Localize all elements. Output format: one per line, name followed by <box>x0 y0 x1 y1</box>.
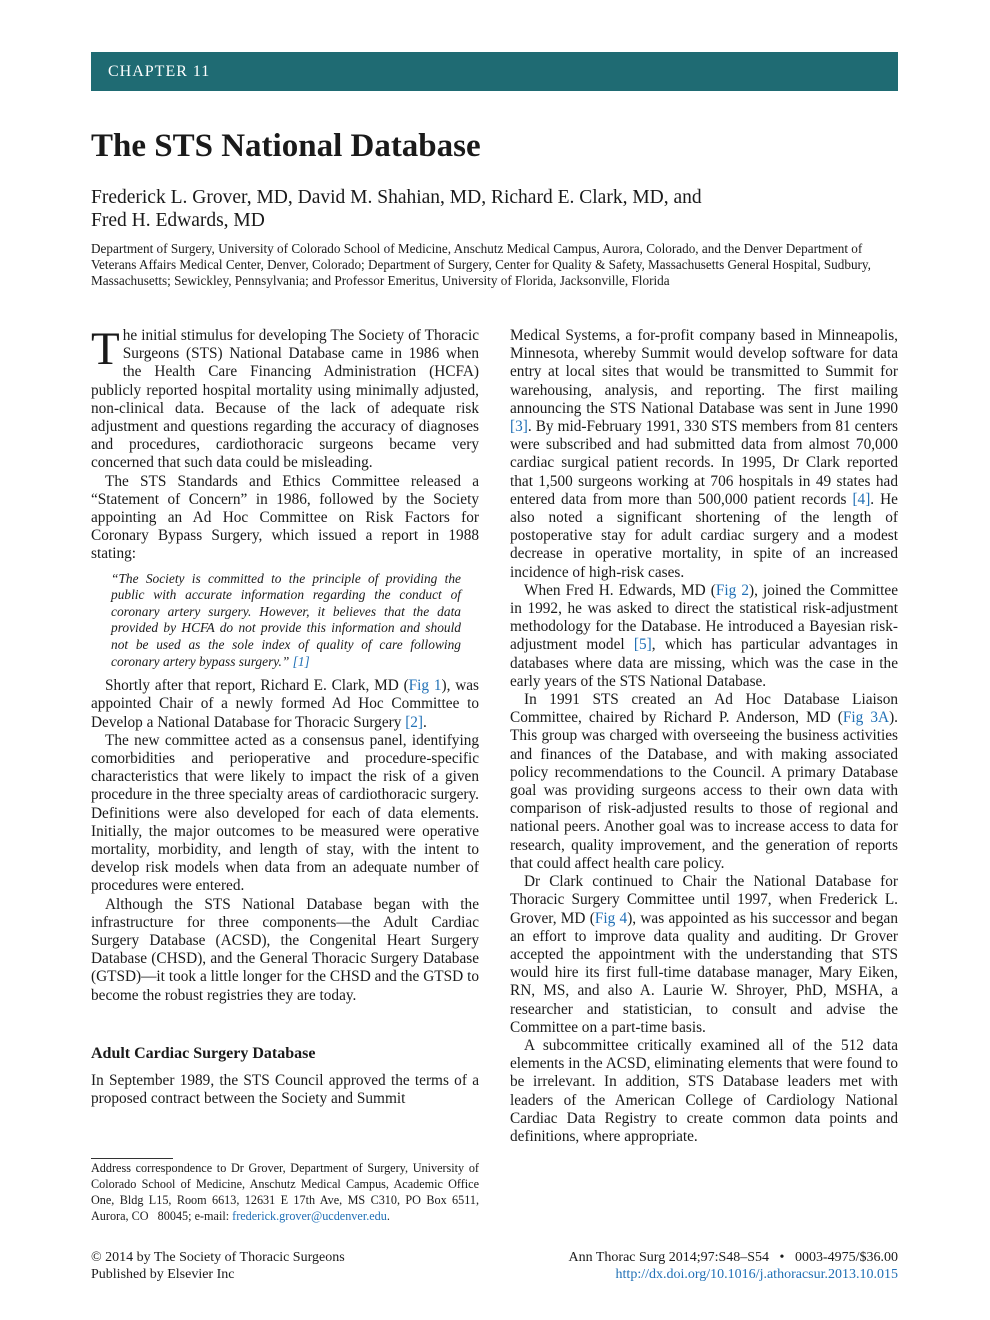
citation-block <box>569 1250 899 1283</box>
paragraph-grover: Dr Clark continued to Chair the National Database for Thoracic Surgery Committee until 1997, when Frederick L. Grover, MD (Fig 4), was appointed as his successor and began an effort to improve data quality and auditing. Dr Grover accepted the appointment with the understanding that STS would hire its first full-time database manager, Mary Eiken, RN, MS, and also A. Laurie W. Shroyer, PhD, MSHA, a researcher and statistician, to consult and advise the Committee on a part-time basis. <box>510 873 898 1036</box>
blockquote: “The Society is committed to the principle of providing the public with accurate information regarding the conduct of coronary artery surgery. However, it believes that the data provided by HCFA do not provide this information and should not be used as the sole index of quality of care following coronary artery bypass surgery.” [1] <box>111 570 461 669</box>
intro-paragraph: The initial stimulus for developing The Society of Thoracic Surgeons (STS) National Database came in 1986 when the Health Care Financing Administration (HCFA) publicly reported hospital mortality using minimally adjusted, non-clinical data. Because of the lack of adequate risk adjustment and questions regarding the accuracy of diagnoses and procedures, cardiothoracic surgeons became very concerned that such data could be misleading. <box>91 323 479 472</box>
ref-link-3[interactable]: [3] <box>510 418 528 436</box>
paragraph-components: Although the STS National Database began with the infrastructure for three components—the Adult Cardiac Surgery Database (ACSD), the Congenital Heart Surgery Database (CHSD), and the General Thoracic Surgery Database (GTSD)—it took a little longer for the CHSD and the GTSD to become the robust registries they are today. <box>91 895 479 1004</box>
authors-line-2: Fred H. Edwards, MD <box>91 210 265 231</box>
doi-link[interactable]: http://dx.doi.org/10.1016/j.athoracsur.2013.10.015 <box>615 1266 898 1282</box>
drop-cap: T <box>91 323 120 375</box>
ref-link-1[interactable]: [1] <box>292 653 310 669</box>
ref-link-2[interactable]: [2] <box>405 713 424 731</box>
fig-3a-link[interactable]: Fig 3A <box>842 709 890 727</box>
article-title: The STS National Database <box>91 128 481 164</box>
paragraph-contract: In September 1989, the STS Council approved the terms of a proposed contract between the Society and Summit <box>91 1072 479 1108</box>
paragraph-summit: Medical Systems, a for-profit company based in Minneapolis, Minnesota, whereby Summit would develop software for data entry at local sites that would be transmitted to Summit for warehousing, analysis, and reporting. The first mailing announcing the STS National Database was sent in June 1990 [3]. By mid-February 1991, 330 STS members from 81 centers were subscribed and had submitted data from almost 70,000 cardiac surgical patient records. In 1995, Dr Clark reported that 1,500 surgeons working at 706 hospitals in 49 states had entered data from more than 500,000 patient records [4]. He also noted a significant shortening of the length of postoperative stay for adult cardiac surgery and a modest decrease in operative mortality, in spite of an increased incidence of high-risk cases. <box>510 327 898 581</box>
copyright-line: © 2014 by The Society of Thoracic Surgeons <box>91 1250 345 1265</box>
chapter-label: CHAPTER 11 <box>108 63 211 80</box>
paragraph-subcommittee: A subcommittee critically examined all of the 512 data elements in the ACSD, eliminating elements that were found to be irrelevant. In addition, STS Database leaders met with leaders of the American College of Cardiology National Cardiac Data Registry to create common data points and definitions, where appropriate. <box>510 1036 898 1145</box>
ref-link-5[interactable]: [5] <box>633 636 652 654</box>
copyright-block <box>91 1250 345 1283</box>
fig-2-link[interactable]: Fig 2 <box>715 581 749 599</box>
email-link[interactable]: frederick.grover@ucdenver.edu <box>232 1208 387 1223</box>
authors-line-1: Frederick L. Grover, MD, David M. Shahian, MD, Richard E. Clark, MD, and <box>91 187 702 208</box>
ref-link-4[interactable]: [4] <box>852 490 871 508</box>
paragraph-edwards: When Fred H. Edwards, MD (Fig 2), joined the Committee in 1992, he was asked to direct the statistical risk-adjustment methodology for the Database. He introduced a Bayesian risk-adjustment model [5], which has particular advantages in databases where data are missing, which was the case in the early years of the STS National Database. <box>510 581 898 690</box>
footnote-divider <box>91 1158 173 1159</box>
paragraph-committee: The new committee acted as a consensus panel, identifying comorbidities and perioperative and procedure-specific characteristics that were likely to impact the risk of a given procedure in the three specialty areas of cardiothoracic surgery. Definitions were also developed for each of data elements. Initially, the major outcomes to be measured were operative mortality, morbidity, and length of stay, with the intent to develop risk models when data from an adequate number of procedures were entered. <box>91 731 479 895</box>
publisher-line: Published by Elsevier Inc <box>91 1266 235 1282</box>
citation-line: Ann Thorac Surg 2014;97:S48–S54 • 0003-4975/$36.00 <box>568 1250 898 1265</box>
right-column <box>510 327 898 1146</box>
paragraph-clark: Shortly after that report, Richard E. Clark, MD (Fig 1), was appointed Chair of a newly formed Ad Hoc Committee to Develop a National Database for Thoracic Surgery [2]. <box>91 677 479 731</box>
chapter-banner <box>91 52 898 91</box>
section-heading: Adult Cardiac Surgery Database <box>91 1044 316 1062</box>
author-list <box>91 186 891 232</box>
correspondence-footnote: Address correspondence to Dr Grover, Department of Surgery, University of Colorado School of Medicine, Anschutz Medical Campus, Academic Office One, Bldg L15, Room 6613, 12631 E 17th Ave, MS C310, PO Box 6511, Aurora, CO 80045; e-mail: frederick.grover@ucdenver.edu. <box>91 1161 479 1223</box>
paragraph-statement: The STS Standards and Ethics Committee released a “Statement of Concern” in 1986, followed by the Society appointing an Ad Hoc Committee on Risk Factors for Coronary Bypass Surgery, which issued a report in 1988 stating: <box>91 472 479 563</box>
affiliation: Department of Surgery, University of Colorado School of Medicine, Anschutz Medical Campus, Aurora, Colorado, and the Denver Department of Veterans Affairs Medical Center, Denver, Colorado; Department of Surgery, Center for Quality & Safety, Massachusetts General Hospital, Sudbury, Massachusetts; Sewickley, Pennsylvania; and Professor Emeritus, University of Florida, Jacksonville, Florida <box>91 241 871 288</box>
paragraph-liaison: In 1991 STS created an Ad Hoc Database Liaison Committee, chaired by Richard P. Anderson, MD (Fig 3A). This group was charged with overseeing the business activities and finances of the Database, and with making associated policy recommendations to the Council. A primary Database goal was providing surgeons access to their own data with comparison of risk-adjusted results to those of regional and national peers. Another goal was to increase access to data for research, quality improvement, and the generation of reports that could affect health care policy. <box>510 691 898 872</box>
left-column <box>91 323 479 1108</box>
fig-4-link[interactable]: Fig 4 <box>594 909 628 927</box>
fig-1-link[interactable]: Fig 1 <box>408 677 442 695</box>
